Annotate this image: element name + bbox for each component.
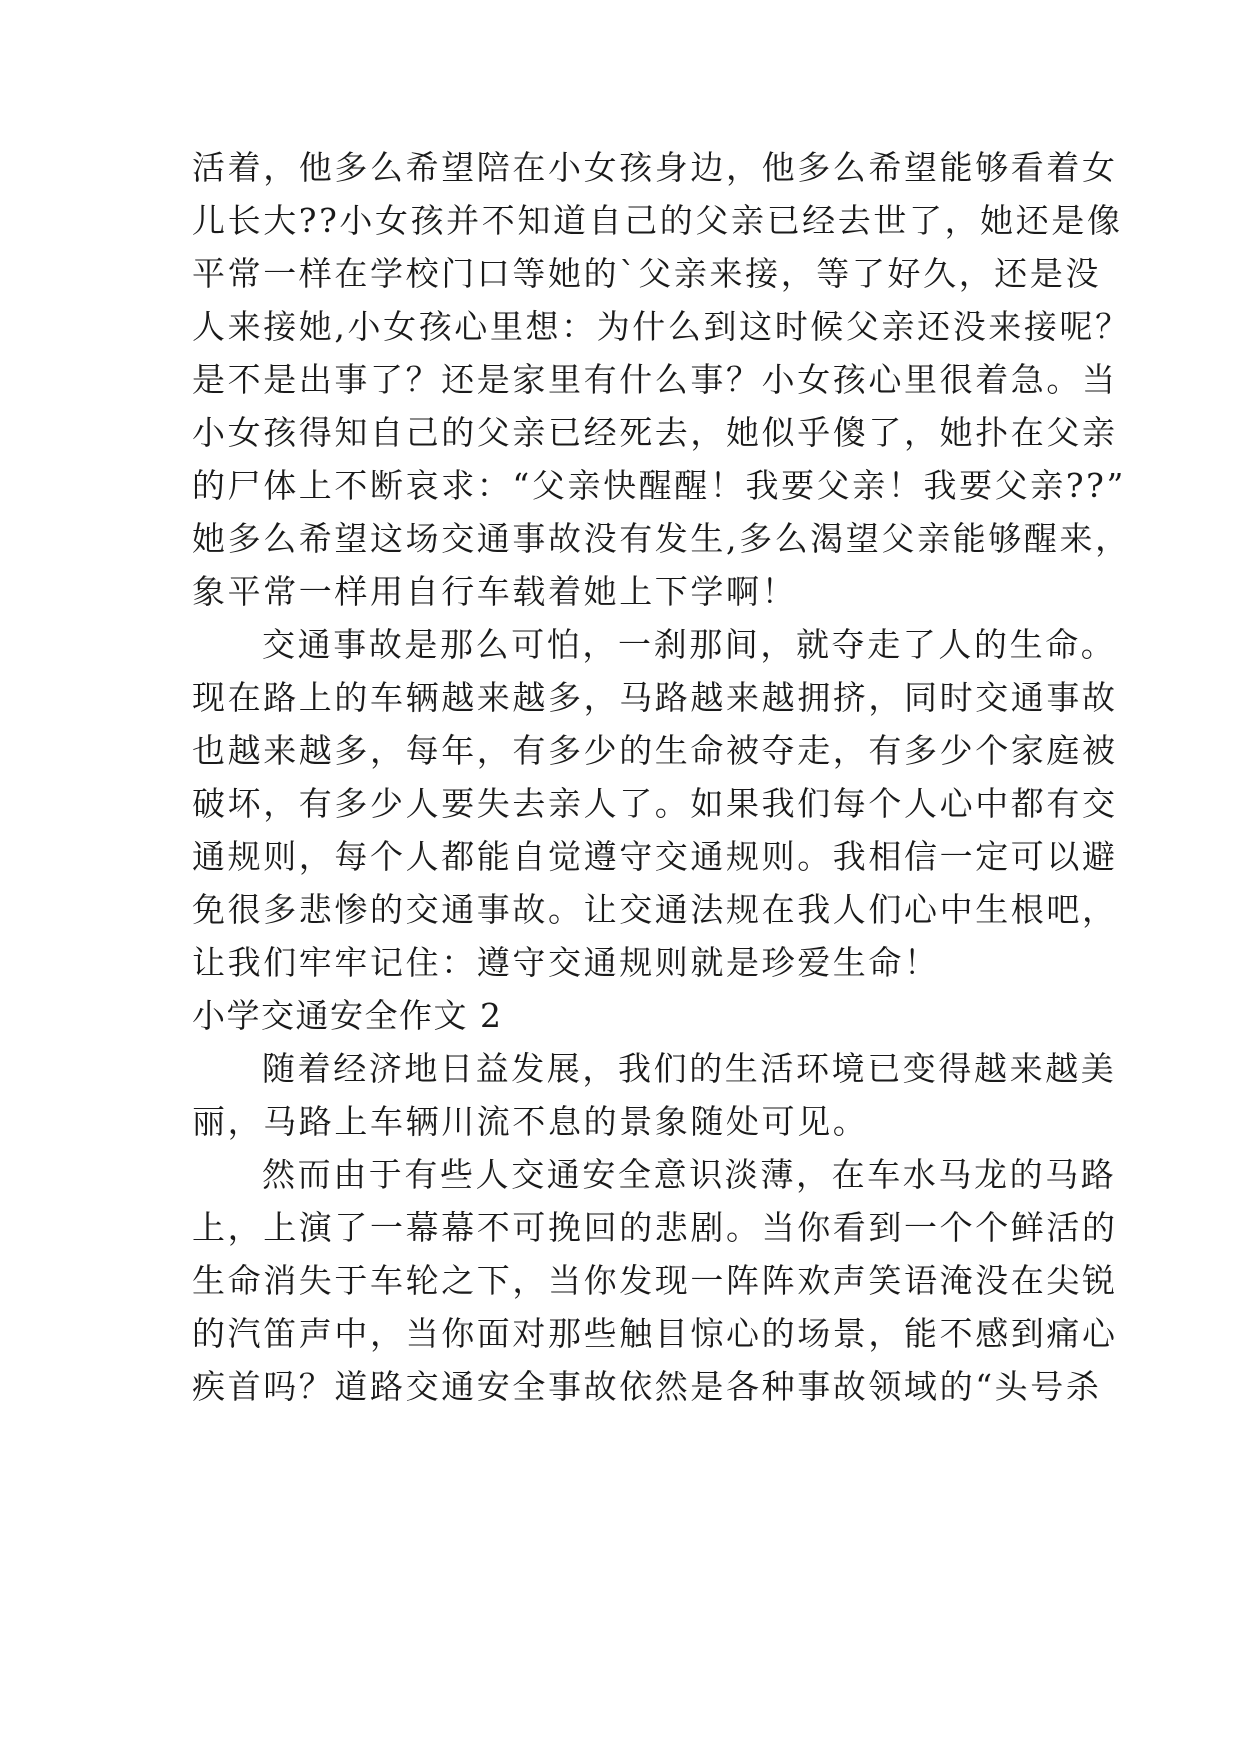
- text-line: 免很多悲惨的交通事故。让交通法规在我人们心中生根吧，: [192, 890, 1118, 929]
- text-line: 交通事故是那么可怕，一刹那间，就夺走了人的生命。: [262, 625, 1117, 664]
- text-line: 平常一样在学校门口等她的`父亲来接，等了好久，还是没: [192, 254, 1102, 293]
- text-line: 让我们牢牢记住：遵守交通规则就是珍爱生命！: [192, 943, 940, 982]
- text-line: 丽，马路上车辆川流不息的景象随处可见。: [192, 1102, 869, 1141]
- text-line: 生命消失于车轮之下，当你发现一阵阵欢声笑语淹没在尖锐: [192, 1261, 1118, 1300]
- text-line: 儿长大??小女孩并不知道自己的父亲已经去世了，她还是像: [192, 201, 1123, 240]
- text-line: 现在路上的车辆越来越多，马路越来越拥挤，同时交通事故: [192, 678, 1118, 717]
- text-line: 破坏，有多少人要失去亲人了。如果我们每个人心中都有交: [192, 784, 1118, 823]
- text-line: 疾首吗？道路交通安全事故依然是各种事故领域的“头号杀: [192, 1367, 1102, 1406]
- text-line: 她多么希望这场交通事故没有发生,多么渴望父亲能够醒来，: [192, 519, 1131, 558]
- text-line: 的汽笛声中，当你面对那些触目惊心的场景，能不感到痛心: [192, 1314, 1118, 1353]
- text-line: 随着经济地日益发展，我们的生活环境已变得越来越美: [262, 1049, 1117, 1088]
- text-line: 通规则，每个人都能自觉遵守交通规则。我相信一定可以避: [192, 837, 1118, 876]
- text-line: 人来接她,小女孩心里想：为什么到这时候父亲还没来接呢？: [192, 307, 1131, 346]
- text-line: 小女孩得知自己的父亲已经死去，她似乎傻了，她扑在父亲: [192, 413, 1118, 452]
- text-line: 活着，他多么希望陪在小女孩身边，他多么希望能够看着女: [192, 148, 1118, 187]
- text-line: 也越来越多，每年，有多少的生命被夺走，有多少个家庭被: [192, 731, 1118, 770]
- text-line: 然而由于有些人交通安全意识淡薄，在车水马龙的马路: [262, 1155, 1117, 1194]
- text-line: 的尸体上不断哀求：“父亲快醒醒！我要父亲！我要父亲??”: [192, 466, 1126, 505]
- text-line: 是不是出事了？还是家里有什么事？小女孩心里很着急。当: [192, 360, 1118, 399]
- text-line: 上，上演了一幕幕不可挽回的悲剧。当你看到一个个鲜活的: [192, 1208, 1118, 1247]
- text-line: 象平常一样用自行车载着她上下学啊！: [192, 572, 798, 611]
- section-heading: 小学交通安全作文 2: [192, 996, 503, 1035]
